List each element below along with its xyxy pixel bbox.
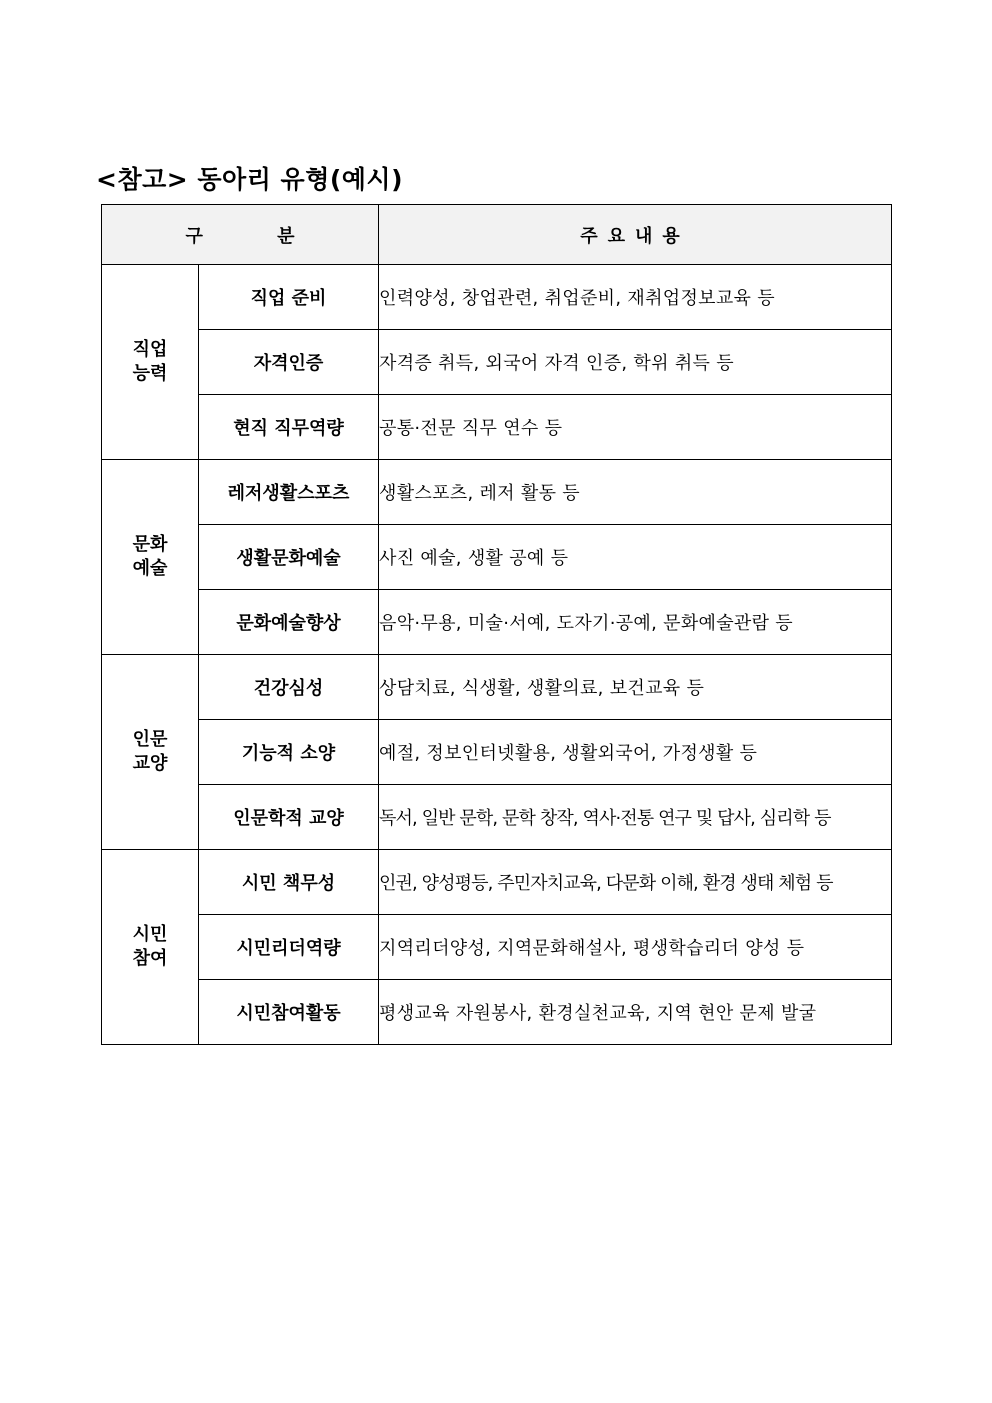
subcategory-cell: 기능적 소양	[199, 720, 379, 785]
category-cell: 시민 참여	[102, 850, 199, 1045]
table-row	[102, 330, 892, 395]
description-cell: 자격증 취득, 외국어 자격 인증, 학위 취득 등	[379, 330, 892, 395]
subcategory-cell: 자격인증	[199, 330, 379, 395]
subcategory-cell: 시민리더역량	[199, 915, 379, 980]
description-cell: 인권, 양성평등, 주민자치교육, 다문화 이해, 환경 생태 체험 등	[379, 850, 892, 915]
subcategory-cell: 현직 직무역량	[199, 395, 379, 460]
table-row	[102, 395, 892, 460]
description-cell: 사진 예술, 생활 공예 등	[379, 525, 892, 590]
description-cell: 생활스포츠, 레저 활동 등	[379, 460, 892, 525]
subcategory-cell: 문화예술향상	[199, 590, 379, 655]
description-cell: 공통·전문 직무 연수 등	[379, 395, 892, 460]
header-content: 주요내용	[379, 205, 892, 265]
table-row	[102, 980, 892, 1045]
table-row	[102, 915, 892, 980]
club-type-table	[101, 204, 892, 1045]
subcategory-cell: 건강심성	[199, 655, 379, 720]
table-row	[102, 460, 892, 525]
page-title: <참고> 동아리 유형(예시)	[96, 165, 404, 194]
subcategory-cell: 인문학적 교양	[199, 785, 379, 850]
header-category: 구 분	[102, 205, 379, 265]
table-header-row	[102, 205, 892, 265]
table-row	[102, 850, 892, 915]
subcategory-cell: 시민참여활동	[199, 980, 379, 1045]
category-cell: 인문 교양	[102, 655, 199, 850]
table-row	[102, 525, 892, 590]
subcategory-cell: 레저생활스포츠	[199, 460, 379, 525]
table-row	[102, 265, 892, 330]
table-row	[102, 720, 892, 785]
description-cell: 인력양성, 창업관련, 취업준비, 재취업정보교육 등	[379, 265, 892, 330]
subcategory-cell: 시민 책무성	[199, 850, 379, 915]
table-row	[102, 785, 892, 850]
subcategory-cell: 생활문화예술	[199, 525, 379, 590]
subcategory-cell: 직업 준비	[199, 265, 379, 330]
description-cell: 상담치료, 식생활, 생활의료, 보건교육 등	[379, 655, 892, 720]
description-cell: 지역리더양성, 지역문화해설사, 평생학습리더 양성 등	[379, 915, 892, 980]
table-row	[102, 655, 892, 720]
category-cell: 직업 능력	[102, 265, 199, 460]
description-cell: 예절, 정보인터넷활용, 생활외국어, 가정생활 등	[379, 720, 892, 785]
description-cell: 음악·무용, 미술·서예, 도자기·공예, 문화예술관람 등	[379, 590, 892, 655]
category-cell: 문화 예술	[102, 460, 199, 655]
table-row	[102, 590, 892, 655]
description-cell: 독서, 일반 문학, 문학 창작, 역사·전통 연구 및 답사, 심리학 등	[379, 785, 892, 850]
description-cell: 평생교육 자원봉사, 환경실천교육, 지역 현안 문제 발굴	[379, 980, 892, 1045]
